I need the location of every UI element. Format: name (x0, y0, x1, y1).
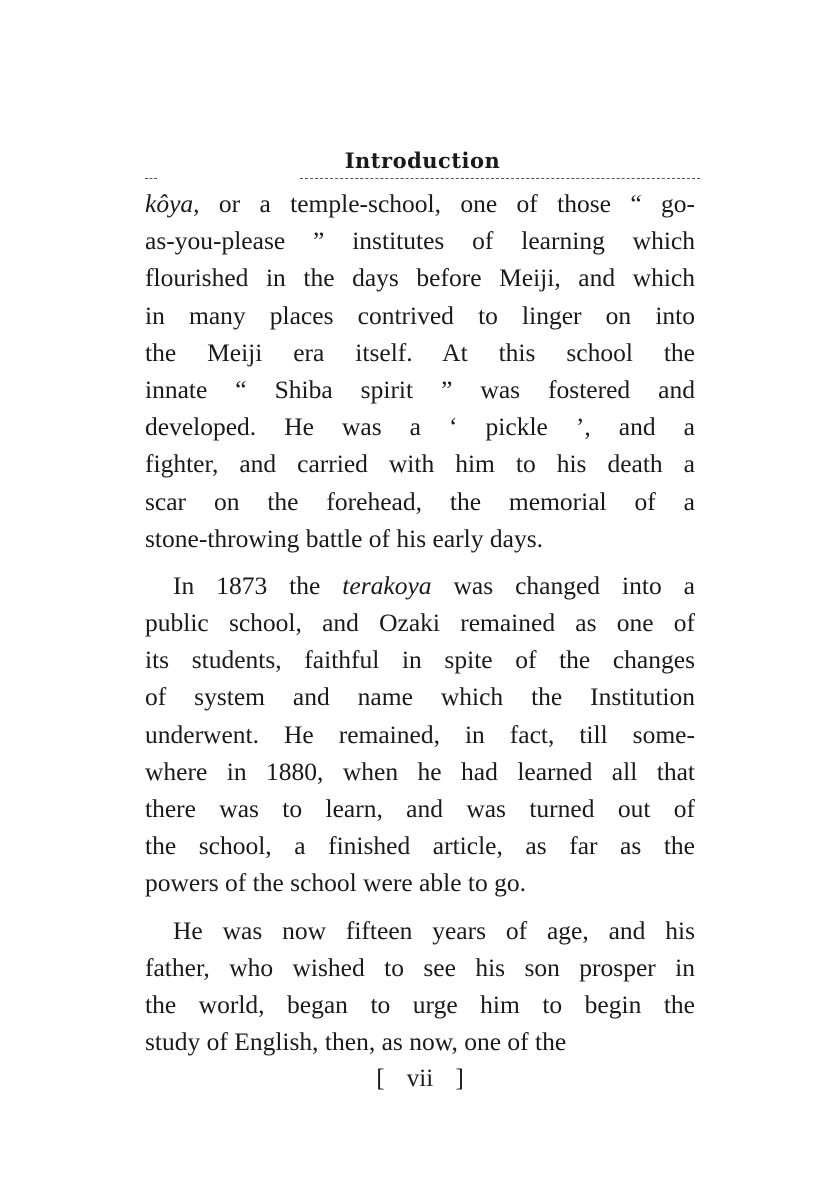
folio-number: vii (406, 1065, 434, 1092)
paragraph (145, 912, 695, 1061)
paragraph (145, 185, 695, 557)
text-run: , or a temple-school, one of those “ go- (193, 189, 695, 218)
text-run: the world, began to urge him to begin the (145, 989, 695, 1019)
text-run: stone-throwing battle of his early days. (145, 523, 543, 553)
text-line (145, 986, 695, 1023)
text-run: where in 1880, when he had learned all that (145, 756, 695, 786)
text-line (145, 790, 695, 827)
text-line (145, 185, 695, 222)
running-title: Introduction (344, 148, 501, 173)
text-line (145, 1023, 695, 1060)
text-run: powers of the school were able to go. (145, 868, 526, 898)
running-head (145, 140, 700, 184)
italic-term: kôya (145, 189, 194, 218)
text-run: was changed into a (431, 570, 695, 600)
text-line (145, 827, 695, 864)
text-line (145, 864, 695, 901)
text-line (145, 716, 695, 753)
text-line (145, 567, 695, 604)
text-run: in many places contrived to linger on into (145, 300, 695, 330)
text-line (145, 371, 695, 408)
folio-bracket-close: ] (455, 1065, 464, 1092)
text-run: underwent. He remained, in fact, till some- (145, 719, 695, 749)
text-line (145, 445, 695, 482)
text-run: there was to learn, and was turned out of (145, 794, 695, 823)
text-run: the Meiji era itself. At this school the (145, 337, 695, 367)
page-number (0, 1065, 840, 1093)
text-line (145, 222, 695, 259)
text-line (145, 408, 695, 445)
text-run: developed. He was a ‘ pickle ’, and a (145, 412, 695, 442)
header-rule-left (145, 178, 157, 179)
text-line (145, 520, 695, 557)
folio-bracket-open: [ (376, 1065, 385, 1092)
text-run: innate “ Shiba spirit ” was fostered and (145, 374, 695, 404)
text-line (145, 912, 695, 949)
text-run: public school, and Ozaki remained as one of (145, 608, 695, 638)
text-line (145, 949, 695, 986)
text-run: He was now fifteen years of age, and his (173, 915, 695, 945)
paragraph-gap (145, 902, 695, 912)
text-line (145, 483, 695, 520)
text-line (145, 259, 695, 296)
text-run: of system and name which the Institution (145, 682, 695, 712)
italic-term: terakoya (342, 570, 432, 600)
text-line (145, 297, 695, 334)
text-line (145, 678, 695, 715)
paragraph-gap (145, 557, 695, 567)
paragraph (145, 567, 695, 902)
text-line (145, 641, 695, 678)
text-run: its students, faithful in spite of the changes (145, 645, 695, 675)
text-run: fighter, and carried with him to his death a (145, 449, 695, 479)
text-run: study of English, then, as now, one of the (145, 1027, 567, 1057)
text-run: as-you-please ” institutes of learning which (145, 226, 695, 256)
body-text (145, 185, 695, 1060)
text-run: the school, a finished article, as far as the (145, 831, 695, 861)
text-run: In 1873 the (173, 570, 343, 600)
text-run: scar on the forehead, the memorial of a (145, 486, 695, 516)
text-line (145, 753, 695, 790)
text-run: flourished in the days before Meiji, and which (145, 263, 695, 293)
text-run: father, who wished to see his son prosper in (145, 952, 695, 982)
header-rule (300, 178, 700, 179)
text-line (145, 334, 695, 371)
text-line (145, 604, 695, 641)
